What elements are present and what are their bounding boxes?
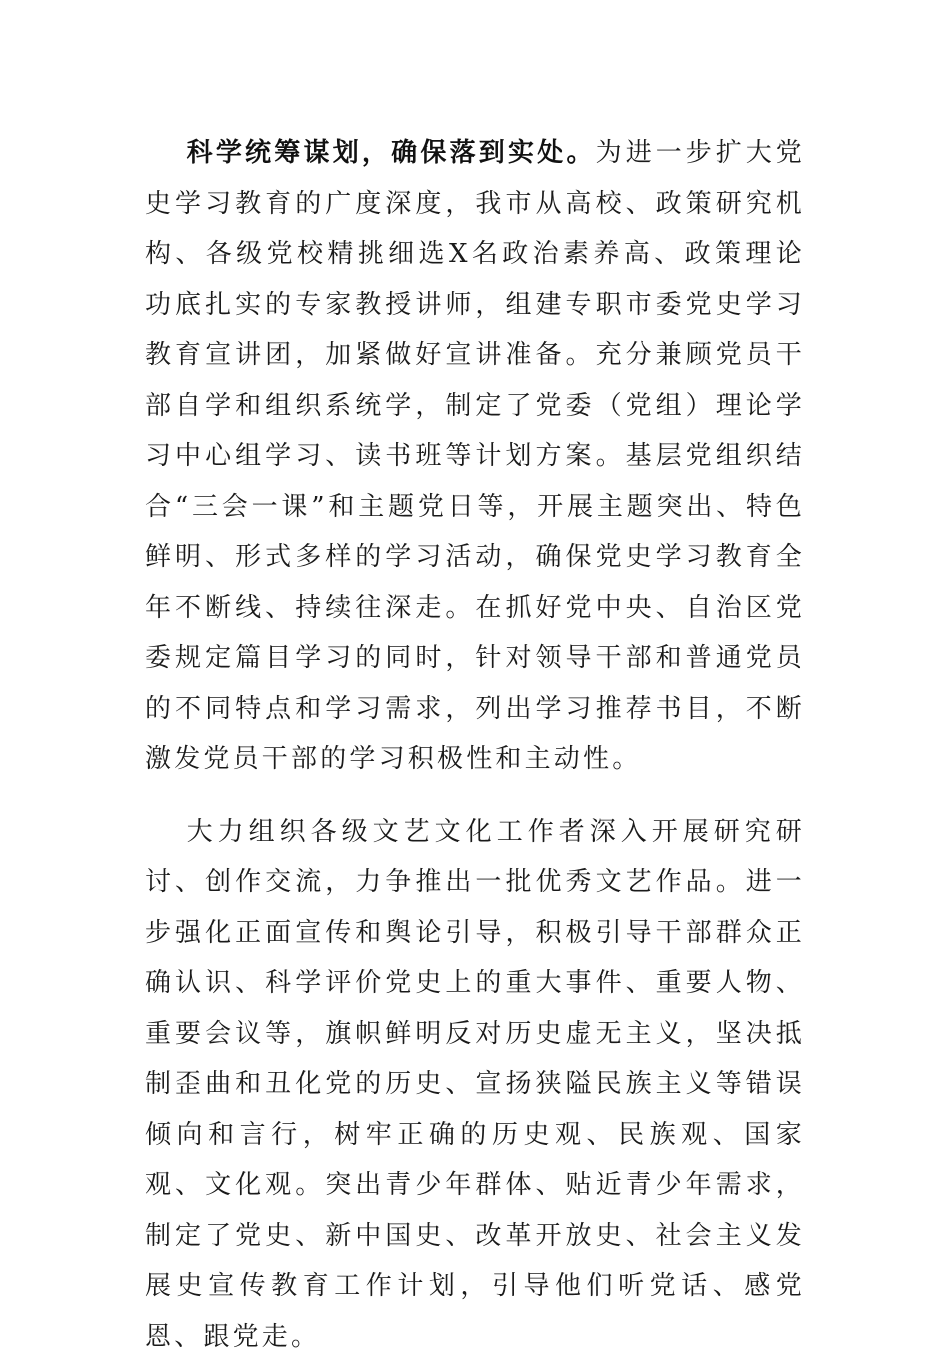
paragraph-2: [145, 807, 805, 1362]
paragraph-1-text: 为进一步扩大党史学习教育的广度深度，我市从高校、政策研究机构、各级党校精挑细选X名政治素养高、政策理论功底扎实的专家教授讲师，组建专职市委党史学习教育宣讲团，加紧做好宣讲准备。充分兼顾党员干部自学和组织系统学，制定了党委（党组）理论学习中心组学习、读书班等计划方案。基层党组织结合“三会一课”和主题党日等，开展主题突出、特色鲜明、形式多样的学习活动，确保党史学习教育全年不断线、持续往深走。在抓好党中央、自治区党委规定篇目学习的同时，针对领导干部和普通党员的不同特点和学习需求，列出学习推荐书目，不断激发党员干部的学习积极性和主动性。: [145, 138, 805, 774]
paragraph-2-text: 大力组织各级文艺文化工作者深入开展研究研讨、创作交流，力争推出一批优秀文艺作品。进一步强化正面宣传和舆论引导，积极引导干部群众正确认识、科学评价党史上的重大事件、重要人物、重要会议等，旗帜鲜明反对历史虚无主义，坚决抵制歪曲和丑化党的历史、宣扬狭隘民族主义等错误倾向和言行，树牢正确的历史观、民族观、国家观、文化观。突出青少年群体、贴近青少年需求，制定了党史、新中国史、改革开放史、社会主义发展史宣传教育工作计划，引导他们听党话、感党恩、跟党走。: [145, 817, 805, 1352]
paragraph-1-lead: 科学统筹谋划，确保落到实处。: [187, 138, 596, 168]
paragraph-1: [145, 128, 805, 785]
document-body: [145, 128, 805, 1362]
